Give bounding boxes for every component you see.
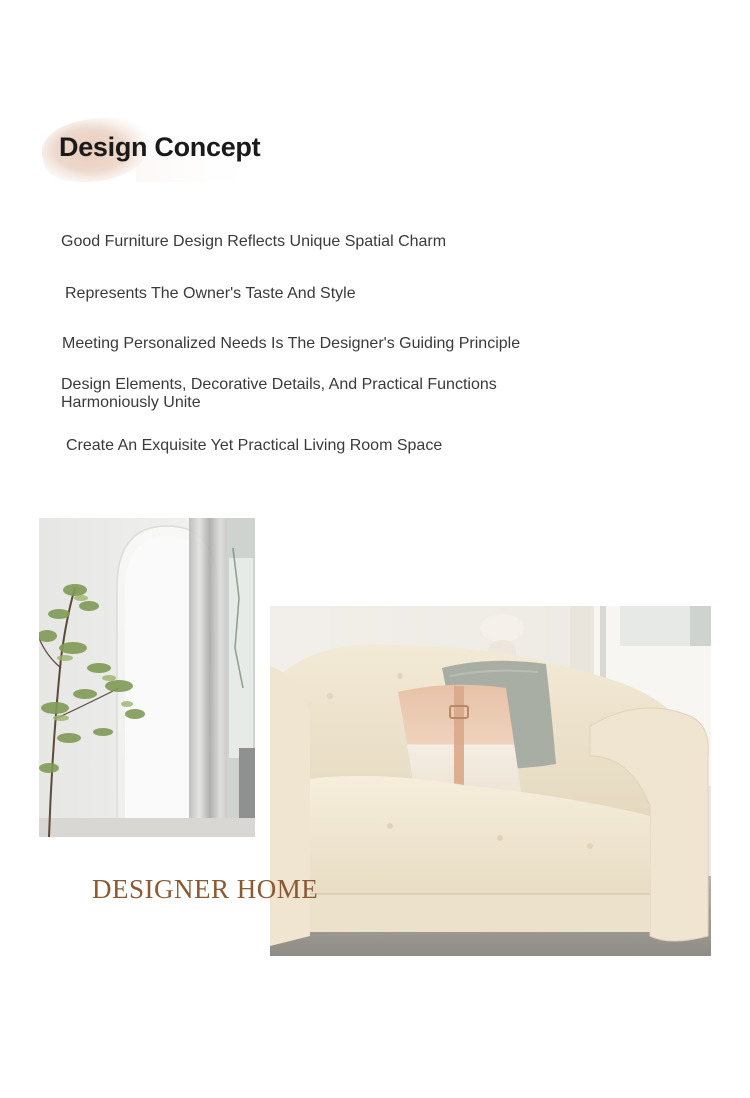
concept-line-1: Good Furniture Design Reflects Unique Spatial Charm — [61, 233, 447, 250]
brand-text: DESIGNER HOME — [92, 874, 319, 904]
concept-line-2: Represents The Owner's Taste And Style — [65, 285, 356, 302]
page-title: Design Concept — [59, 132, 261, 162]
heading-block — [36, 112, 276, 188]
concept-line-5: Create An Exquisite Yet Practical Living Room Space — [66, 437, 443, 454]
concept-line-4: Design Elements, Decorative Details, And Practical Functions Harmoniously Unite — [61, 376, 497, 411]
cream-sofa-photo — [270, 606, 711, 956]
concept-line-3: Meeting Personalized Needs Is The Designer's Guiding Principle — [62, 335, 521, 352]
window-plant-photo — [39, 518, 255, 837]
